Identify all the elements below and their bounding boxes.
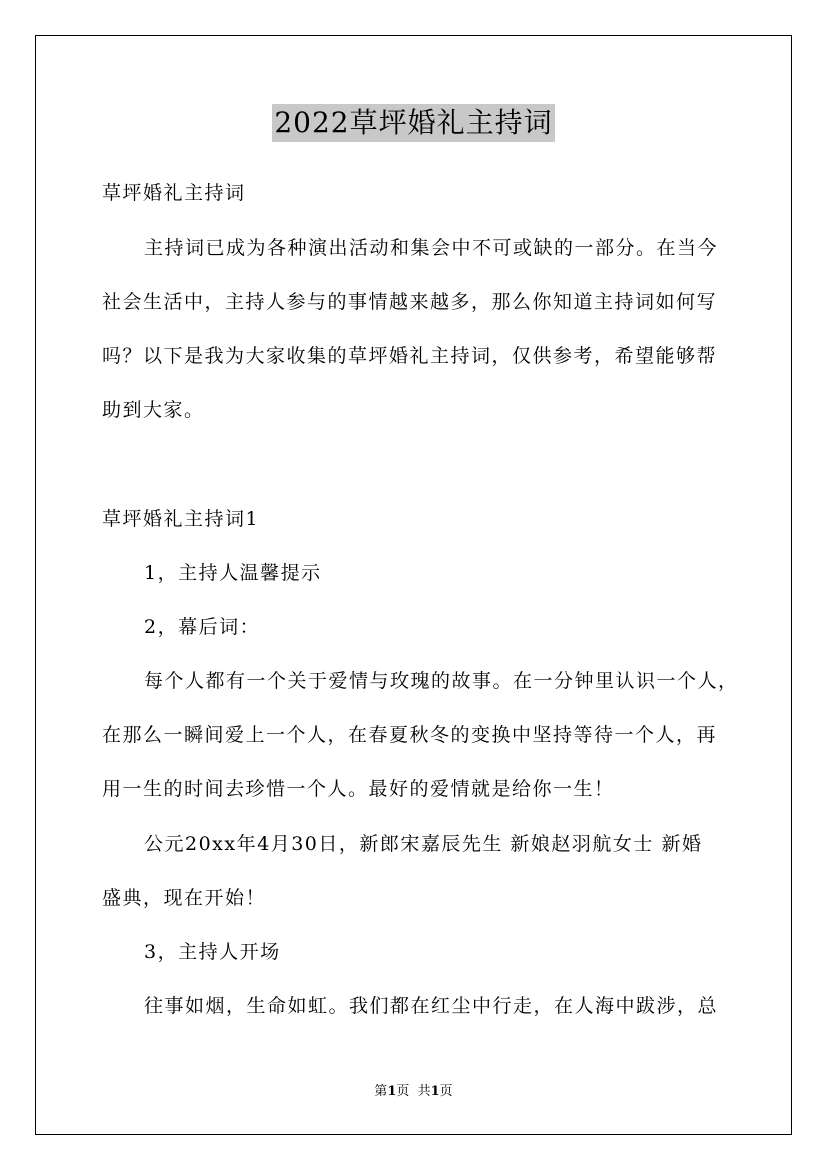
page-prefix: 第 — [374, 1084, 388, 1099]
document-title: 2022草坪婚礼主持词 — [272, 104, 554, 142]
paragraph-line: 盛典，现在开始！ — [102, 887, 267, 909]
paragraph-line: 在那么一瞬间爱上一个人，在春夏秋冬的变换中坚持等待一个人，再 — [102, 724, 718, 746]
paragraph-line: 助到大家。 — [102, 399, 205, 421]
paragraph-line: 公元20xx年4月30日，新郎宋嘉辰先生 新娘赵羽航女士 新婚 — [144, 833, 703, 855]
paragraph-line: 吗？以下是我为大家收集的草坪婚礼主持词，仅供参考，希望能够帮 — [102, 345, 718, 367]
section-heading: 草坪婚礼主持词1 — [102, 508, 260, 530]
page-footer — [0, 1083, 827, 1101]
paragraph-line: 每个人都有一个关于爱情与玫瑰的故事。在一分钟里认识一个人， — [144, 670, 739, 692]
list-item: 3，主持人开场 — [144, 941, 281, 963]
page-current: 1 — [387, 1084, 397, 1099]
paragraph-line: 主持词已成为各种演出活动和集会中不可或缺的一部分。在当今 — [144, 237, 719, 259]
page-mid: 页 共 — [396, 1084, 431, 1099]
paragraph-line: 往事如烟，生命如虹。我们都在红尘中行走，在人海中跋涉，总 — [144, 995, 719, 1017]
list-item: 1，主持人温馨提示 — [144, 562, 322, 584]
page-suffix: 页 — [439, 1084, 453, 1099]
page-total: 1 — [430, 1084, 440, 1099]
list-item: 2，幕后词： — [144, 616, 261, 638]
paragraph-line: 用一生的时间去珍惜一个人。最好的爱情就是给你一生！ — [102, 778, 615, 800]
section-heading: 草坪婚礼主持词 — [102, 182, 246, 204]
title-container — [0, 104, 827, 142]
paragraph-line: 社会生活中，主持人参与的事情越来越多，那么你知道主持词如何写 — [102, 291, 718, 313]
